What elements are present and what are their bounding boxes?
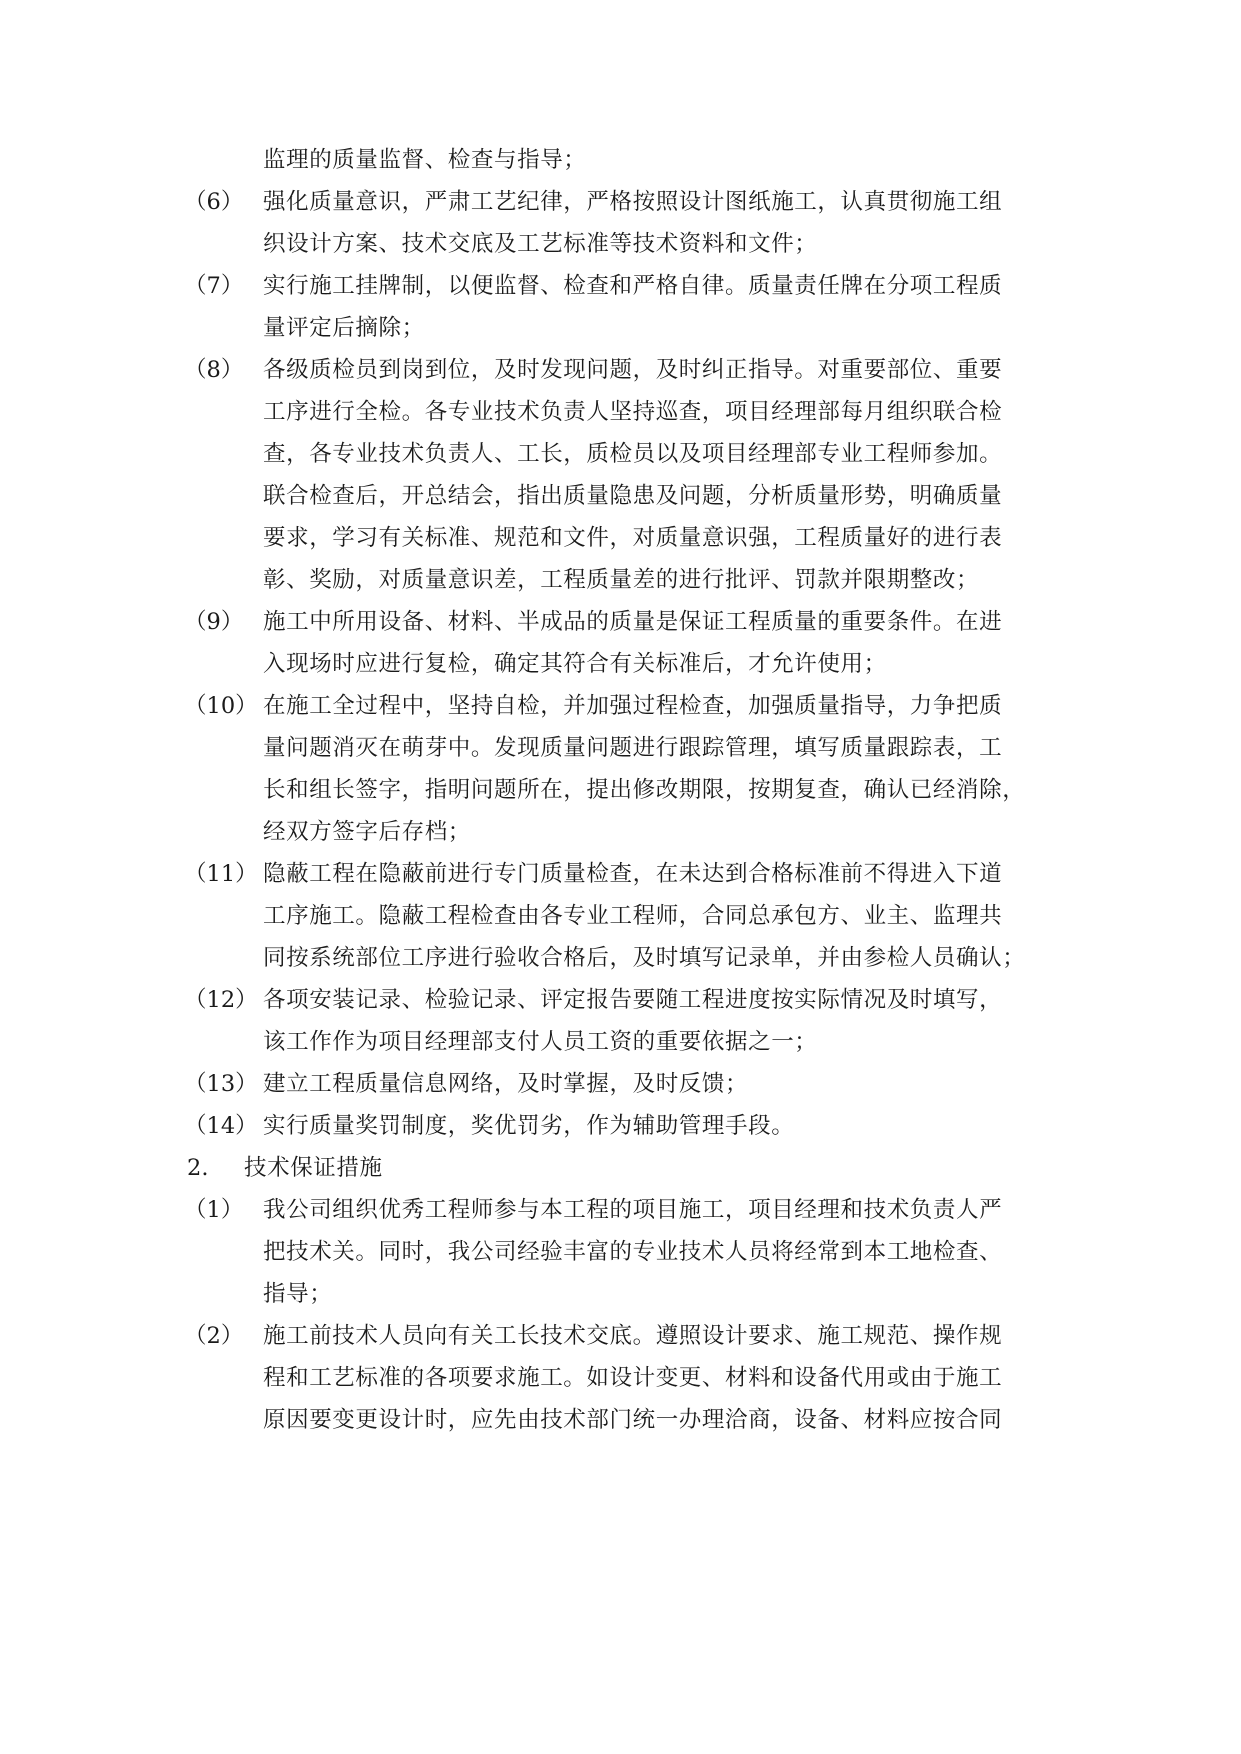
- item-line: 程和工艺标准的各项要求施工。如设计变更、材料和设备代用或由于施工: [263, 1365, 1003, 1391]
- item-line: 指导；: [263, 1281, 333, 1307]
- item-line: 强化质量意识，严肃工艺纪律，严格按照设计图纸施工，认真贯彻施工组: [263, 189, 1003, 215]
- section-number: 2.: [187, 1155, 209, 1181]
- item-line: 我公司组织优秀工程师参与本工程的项目施工，项目经理和技术负责人严: [263, 1197, 1003, 1223]
- item-number: （6）: [184, 189, 244, 215]
- item-line: 查，各专业技术负责人、工长，质检员以及项目经理部专业工程师参加。: [263, 441, 1003, 467]
- item-line: 施工前技术人员向有关工长技术交底。遵照设计要求、施工规范、操作规: [263, 1323, 1003, 1349]
- item-line: 同按系统部位工序进行验收合格后，及时填写记录单，并由参检人员确认；: [263, 945, 1026, 971]
- intro-line: 监理的质量监督、检查与指导；: [263, 147, 587, 173]
- item-number: （7）: [184, 273, 244, 299]
- item-line: 工序施工。隐蔽工程检查由各专业工程师，合同总承包方、业主、监理共: [263, 903, 1003, 929]
- item-line: 该工作作为项目经理部支付人员工资的重要依据之一；: [263, 1029, 818, 1055]
- item-number: （11）: [184, 861, 258, 887]
- item-line: 量评定后摘除；: [263, 315, 425, 341]
- item-number: （13）: [184, 1071, 258, 1097]
- item-line: 各项安装记录、检验记录、评定报告要随工程进度按实际情况及时填写，: [263, 987, 1003, 1013]
- item-line: 实行质量奖罚制度，奖优罚劣，作为辅助管理手段。: [263, 1113, 795, 1139]
- item-line: 在施工全过程中，坚持自检，并加强过程检查，加强质量指导，力争把质: [263, 693, 1003, 719]
- item-line: 工序进行全检。各专业技术负责人坚持巡查，项目经理部每月组织联合检: [263, 399, 1003, 425]
- item-number: （9）: [184, 609, 244, 635]
- item-line: 隐蔽工程在隐蔽前进行专门质量检查，在未达到合格标准前不得进入下道: [263, 861, 1003, 887]
- item-number: （10）: [184, 693, 258, 719]
- item-line: 量问题消灭在萌芽中。发现质量问题进行跟踪管理，填写质量跟踪表，工: [263, 735, 1003, 761]
- item-line: 经双方签字后存档；: [263, 819, 471, 845]
- item-line: 织设计方案、技术交底及工艺标准等技术资料和文件；: [263, 231, 818, 257]
- item-line: 把技术关。同时，我公司经验丰富的专业技术人员将经常到本工地检查、: [263, 1239, 1003, 1265]
- item-number: （2）: [184, 1323, 244, 1349]
- item-line: 入现场时应进行复检，确定其符合有关标准后，才允许使用；: [263, 651, 887, 677]
- item-number: （14）: [184, 1113, 258, 1139]
- item-line: 长和组长签字，指明问题所在，提出修改期限，按期复查，确认已经消除，: [263, 777, 1026, 803]
- item-line: 原因要变更设计时，应先由技术部门统一办理洽商，设备、材料应按合同: [263, 1407, 1003, 1433]
- section-title: 技术保证措施: [244, 1155, 383, 1181]
- item-line: 建立工程质量信息网络，及时掌握，及时反馈；: [263, 1071, 749, 1097]
- item-line: 要求，学习有关标准、规范和文件，对质量意识强，工程质量好的进行表: [263, 525, 1003, 551]
- item-number: （1）: [184, 1197, 244, 1223]
- item-line: 联合检查后，开总结会，指出质量隐患及问题，分析质量形势，明确质量: [263, 483, 1003, 509]
- item-number: （12）: [184, 987, 258, 1013]
- item-line: 施工中所用设备、材料、半成品的质量是保证工程质量的重要条件。在进: [263, 609, 1003, 635]
- item-number: （8）: [184, 357, 244, 383]
- item-line: 各级质检员到岗到位，及时发现问题，及时纠正指导。对重要部位、重要: [263, 357, 1003, 383]
- item-line: 实行施工挂牌制，以便监督、检查和严格自律。质量责任牌在分项工程质: [263, 273, 1003, 299]
- item-line: 彰、奖励，对质量意识差，工程质量差的进行批评、罚款并限期整改；: [263, 567, 980, 593]
